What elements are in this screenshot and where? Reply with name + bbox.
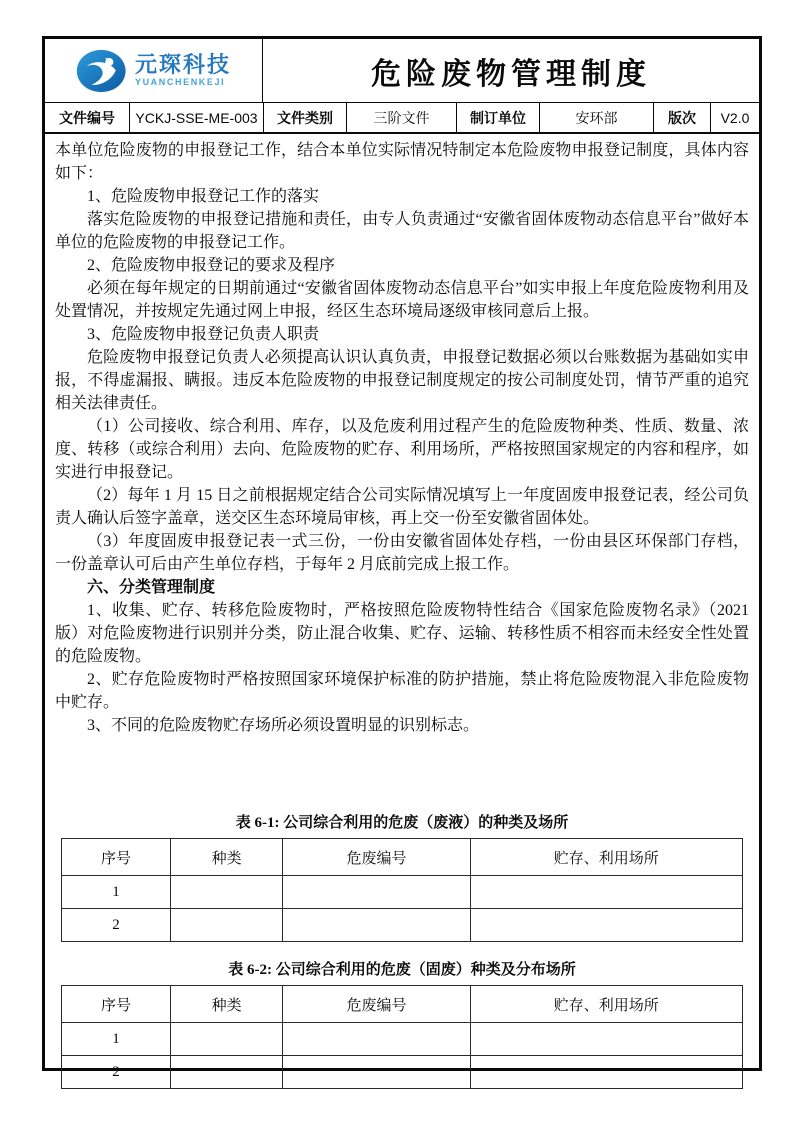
logo-text: [135, 54, 231, 87]
table-row: [62, 1023, 743, 1056]
table-cell: [470, 909, 742, 942]
table-cell: 2: [62, 909, 171, 942]
meta-label-version: 版次: [654, 103, 711, 132]
column-header: 序号: [62, 839, 171, 876]
column-header: 贮存、利用场所: [470, 986, 742, 1023]
paragraph: （3）年度固废申报登记表一式三份，一份由安徽省固体处存档，一份由县区环保部门存档，一份盖章认可后由产生单位存档，于每年 2 月底前完成上报工作。: [55, 533, 749, 573]
table-cell: 1: [62, 1023, 171, 1056]
meta-label-issuing-unit: 制订单位: [457, 103, 540, 132]
table-cell: [170, 1056, 282, 1089]
table-row: [62, 1056, 743, 1089]
table-row: [62, 909, 743, 942]
section-heading: 六、分类管理制度: [87, 579, 216, 596]
table-cell: [170, 876, 282, 909]
company-name-en: YUANCHENKEJI: [134, 77, 226, 87]
logo-icon: [76, 48, 128, 94]
table-cell: [283, 876, 470, 909]
meta-value-issuing-unit: 安环部: [540, 103, 654, 132]
company-logo: [45, 39, 263, 102]
table-cell: [470, 1023, 742, 1056]
table-cell: [470, 1056, 742, 1089]
table-cell: [470, 876, 742, 909]
table-cell: [283, 909, 470, 942]
paragraph: 危险废物申报登记负责人必须提高认识认真负责，申报登记数据必须以台账数据为基础如实申报，不得虚漏报、瞒报。违反本危险废物的申报登记制度规定的按公司制度处罚，情节严重的追究相关法律责任。: [55, 349, 749, 412]
page-title: 危险废物管理制度: [371, 57, 651, 91]
paragraph: 3、不同的危险废物贮存场所必须设置明显的识别标志。: [87, 717, 480, 734]
table-row: [62, 876, 743, 909]
waste-liquid-table: [61, 838, 743, 942]
column-header: 序号: [62, 986, 171, 1023]
table-title: 表 6-1: 公司综合利用的危废（废液）的种类及场所: [235, 815, 569, 831]
paragraph: 1、危险废物申报登记工作的落实: [87, 188, 320, 205]
document-body: [45, 134, 759, 737]
table-cell: [283, 1023, 470, 1056]
paragraph: 落实危险废物的申报登记措施和责任，由专人负责通过“安徽省固体废物动态信息平台”做好本单位的危险废物的申报登记工作。: [55, 211, 749, 251]
meta-label-doc-category: 文件类别: [264, 103, 347, 132]
table-section-6-1: [61, 811, 743, 942]
meta-value-doc-category: 三阶文件: [347, 103, 457, 132]
table-cell: 1: [62, 876, 171, 909]
company-name: 元琛科技: [134, 52, 231, 77]
document-meta-row: [45, 103, 759, 134]
paragraph: 1、收集、贮存、转移危险废物时，严格按照危险废物特性结合《国家危险废物名录》（2021 版）对危险废物进行识别并分类，防止混合收集、贮存、运输、转移性质不相容而未经安全性处置的危险废物。: [55, 602, 749, 665]
column-header: 种类: [170, 839, 282, 876]
paragraph: （1）公司接收、综合利用、库存，以及危废利用过程产生的危险废物种类、性质、数量、浓度、转移（或综合利用）去向、危险废物的贮存、利用场所，严格按照国家规定的内容和程序，如实进行申报登记。: [55, 418, 749, 481]
column-header: 危废编号: [283, 839, 470, 876]
meta-value-version: V2.0: [720, 109, 750, 126]
column-header: 贮存、利用场所: [470, 839, 742, 876]
paragraph: 2、危险废物申报登记的要求及程序: [87, 257, 336, 274]
table-title: 表 6-2: 公司综合利用的危废（固废）种类及分布场所: [228, 962, 576, 978]
table-header-row: [62, 986, 743, 1023]
meta-value-doc-number: YCKJ-SSE-ME-003: [130, 103, 264, 132]
paragraph: 必须在每年规定的日期前通过“安徽省固体废物动态信息平台”如实申报上年度危险废物利用及处置情况，并按规定先通过网上申报，经区生态环境局逐级审核同意后上报。: [55, 280, 749, 320]
table-cell: [170, 1023, 282, 1056]
column-header: 种类: [170, 986, 282, 1023]
paragraph: （2）每年 1 月 15 日之前根据规定结合公司实际情况填写上一年度固废申报登记表，经公司负责人确认后签字盖章，送交区生态环境局审核，再上交一份至安徽省固体处。: [55, 487, 749, 527]
table-header-row: [62, 839, 743, 876]
column-header: 危废编号: [283, 986, 470, 1023]
meta-label-doc-number: 文件编号: [45, 103, 130, 132]
paragraph: 2、贮存危险废物时严格按照国家环境保护标准的防护措施，禁止将危险废物混入非危险废物中贮存。: [55, 671, 749, 711]
table-cell: [283, 1056, 470, 1089]
table-cell: 2: [62, 1056, 171, 1089]
table-section-6-2: [61, 958, 743, 1089]
document-header: [45, 39, 759, 103]
paragraph: 本单位危险废物的申报登记工作，结合本单位实际情况特制定本危险废物申报登记制度，具体内容如下：: [55, 142, 749, 182]
paragraph: 3、危险废物申报登记负责人职责: [87, 326, 320, 343]
waste-solid-table: [61, 985, 743, 1089]
table-cell: [170, 909, 282, 942]
document-page: [42, 36, 762, 1080]
